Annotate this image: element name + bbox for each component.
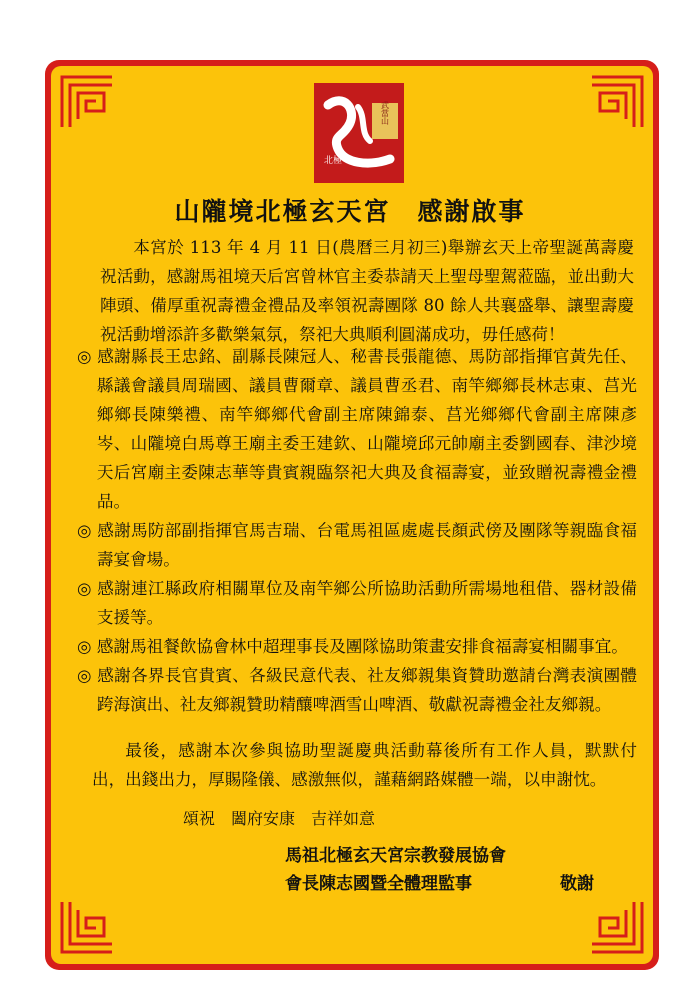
logo-text-side: 北極 [324,156,343,166]
bullet-icon: ◎ [77,347,92,366]
blessing-line: 頌祝 闔府安康 吉祥如意 [183,809,376,828]
thanks-word: 敬謝 [560,874,594,894]
organization-name: 馬祖北極玄天宮宗教發展協會 [285,846,506,866]
bullet-icon: ◎ [77,521,92,540]
list-item [77,516,637,574]
temple-logo [314,83,404,183]
list-item [77,574,637,632]
list-item-text: 感謝縣長王忠銘、副縣長陳冠人、秘書長張龍德、馬防部指揮官黃先任、縣議會議員周瑞國、議員曹爾章、議員曹丞君、南竿鄉鄉長林志東、莒光鄉鄉長陳樂禮、南竿鄉鄉代會副主席陳錦泰、莒光鄉鄉代會副主席陳彥岑、山隴境白馬尊王廟主委王建欽、山隴境邱元帥廟主委劉國春、津沙境天后宮廟主委陳志華等貴賓親臨祭祀大典及食福壽宴，並致贈祝壽禮金禮品。 [96,347,637,511]
signatory-line: 會長陳志國暨全體理監事 [285,874,472,894]
list-item [77,661,637,719]
list-item-text: 感謝連江縣政府相關單位及南竿鄉公所協助活動所需場地租借、器材設備支援等。 [96,579,637,627]
bullet-icon: ◎ [77,579,92,598]
corner-ornament-top-left [58,73,116,131]
list-item-text: 感謝馬防部副指揮官馬吉瑞、台電馬祖區處處長顏武傍及團隊等親臨食福壽宴會場。 [96,521,637,569]
bullet-icon: ◎ [77,666,92,685]
list-item-text: 感謝馬祖餐飲協會林中超理事長及團隊協助策畫安排食福壽宴相關事宜。 [96,637,628,656]
corner-ornament-bottom-left [58,898,116,956]
thanks-list [77,342,637,719]
list-item [77,342,637,516]
corner-ornament-top-right [588,73,646,131]
corner-ornament-bottom-right [588,898,646,956]
closing-paragraph: 最後，感謝本次參與協助聖誕慶典活動幕後所有工作人員，默默付出，出錢出力，厚賜隆儀、感激無似，謹藉網路媒體一端，以申謝忱。 [92,741,637,789]
dragon-brush-icon [314,83,404,183]
page-title: 山隴境北極玄天宮 感謝啟事 [174,197,526,226]
list-item [77,632,637,661]
bullet-icon: ◎ [77,637,92,656]
intro-paragraph: 本宮於 113 年 4 月 11 日(農曆三月初三)舉辦玄天上帝聖誕萬壽慶祝活動，感謝馬祖境天后宮曾林官主委恭請天上聖母聖駕蒞臨，並出動大陣頭、備厚重祝壽禮金禮品及率領祝壽團隊 80 餘人共襄盛舉、讓聖壽慶祝活動增添許多歡樂氣氛，祭祀大典順利圓滿成功，毋任感荷！ [100,238,634,344]
list-item-text: 感謝各界長官貴賓、各級民意代表、社友鄉親集資贊助邀請台灣表演團體跨海演出、社友鄉親贊助精釀啤酒雪山啤酒、敬獻祝壽禮金社友鄉親。 [96,666,637,714]
logo-text-top: 武當山 [380,101,390,125]
